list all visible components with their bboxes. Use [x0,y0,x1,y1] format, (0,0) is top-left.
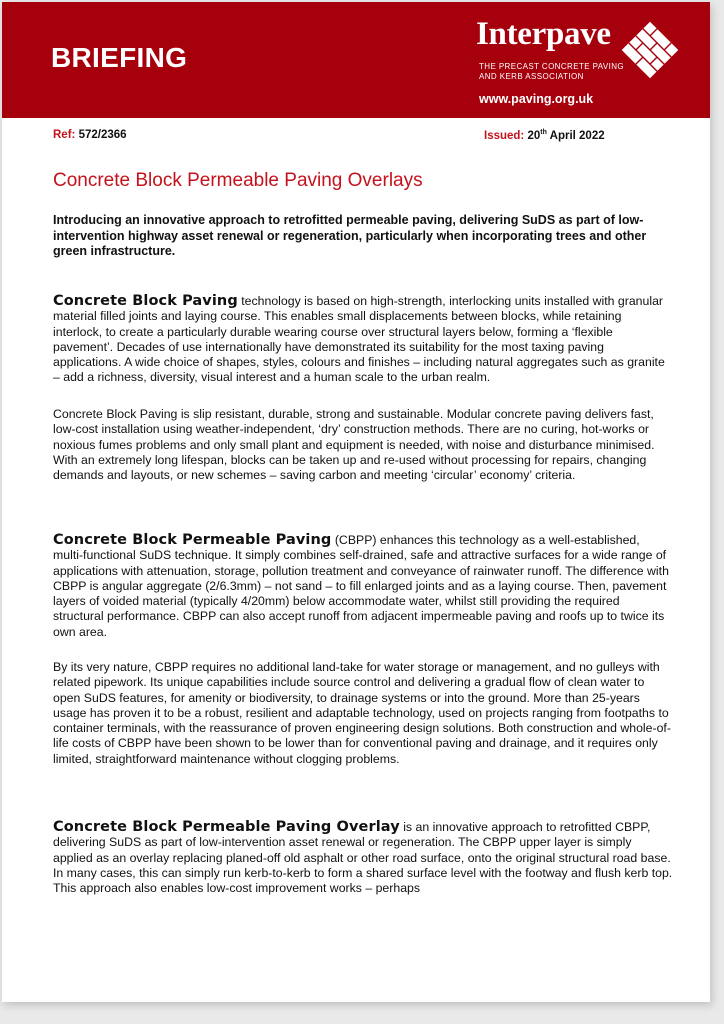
website-link[interactable]: www.paving.org.uk [479,92,594,106]
paragraph-text: Concrete Block Paving is slip resistant, durable, strong and sustainable. Modular concrete paving delivers fast, low-cost installation using weather-independent, ‘dry’ construction methods. There are no curing, hot-works or noxious fumes problems and only small plant and equipment is needed, with noise and disturbance minimised. With an extremely long lifespan, blocks can be taken up and re-used without processing for repairs, changing demands and layouts, or new schemes – saving carbon and meeting ‘circular’ economy’ criteria. [53,407,655,483]
paragraph-cbpp [53,533,673,640]
paragraph-cbpp-capabilities [53,660,673,767]
document-page [2,2,710,1002]
paragraph-cbp-benefits [53,407,673,483]
issued-rest: April 2022 [546,129,605,142]
paving-logo-icon [620,20,680,80]
issued-label: Issued: [484,129,525,142]
paragraph-lead: Concrete Block Permeable Paving [53,532,332,548]
document-title: Concrete Block Permeable Paving Overlays [53,170,423,191]
brand-tagline-line2: AND KERB ASSOCIATION [479,72,584,81]
header-banner [2,2,710,118]
brand-tagline [479,62,624,82]
issue-date [484,129,605,142]
reference-number [53,129,127,141]
paragraph-text: By its very nature, CBPP requires no additional land-take for water storage or management, and no gulleys with related pipework. Its unique capabilities include source control and delivering a gradual flow of clean water to open SuDS features, for amenity or biodiversity, to drainage systems or into the ground. More than 25-years usage has proven it to be a robust, resilient and adaptable technology, used on projects ranging from footpaths to container terminals, with the reassurance of proven engineering design solutions. Both construction and whole-of-life costs of CBPP have been shown to be lower than for conventional paving and drainage, and it requires only limited, straightforward maintenance without clogging problems. [53,660,671,766]
paragraph-text: (CBPP) enhances this technology as a well-established, multi-functional SuDS technique. It simply combines self-drained, safe and attractive surfaces for a wide range of applications with attenuation, storage, pollution treatment and conveyance of rainwater runoff. The difference with CBPP is angular aggregate (2/6.3mm) – not sand – to fill enlarged joints and as a laying course. Then, pavement layers of voided material (typically 4/20mm) below accommodate water, whilst still providing the required structural performance. CBPP can also accept runoff from adjacent impermeable paving and roofs up to twice its own area. [53,533,669,639]
ref-label: Ref: [53,129,76,141]
paragraph-lead: Concrete Block Permeable Paving Overlay [53,819,400,835]
issued-day: 20 [527,129,541,142]
paragraph-concrete-block-paving [53,294,673,386]
paragraph-cbpp-overlay [53,820,673,896]
brand-name: Interpave [476,16,611,52]
issued-suffix: th [540,129,547,136]
briefing-label: BRIEFING [51,42,188,73]
paragraph-lead: Concrete Block Paving [53,293,238,309]
intro-summary: Introducing an innovative approach to retrofitted permeable paving, delivering SuDS as part of low-intervention highway asset renewal or regeneration, particularly when incorporating trees and other green infrastructure. [53,213,647,258]
brand-tagline-line1: THE PRECAST CONCRETE PAVING [479,62,625,71]
paragraph-text: is an innovative approach to retrofitted CBPP, delivering SuDS as part of low-intervention asset renewal or regeneration. The CBPP upper layer is simply applied as an overlay replacing planed-off old asphalt or other road surface, onto the original structural road base. In many cases, this can simply run kerb-to-kerb to form a shared surface level with the footway and flush kerb top. This approach also enables low-cost improvement works – perhaps [53,820,673,896]
paragraph-text: technology is based on high-strength, interlocking units installed with granular material filled joints and laying course. This enables small displacements between blocks, while retaining interlock, to create a particularly durable wearing course over structural layers below, forming a ‘flexible pavement’. Decades of use internationally have demonstrated its suitability for the most taxing paving applications. A wide choice of shapes, styles, colours and finishes – including natural aggregates such as granite – add a richness, diversity, visual interest and a human scale to the urban realm. [53,294,665,385]
ref-value: 572/2366 [78,129,127,141]
issued-value [527,130,604,142]
